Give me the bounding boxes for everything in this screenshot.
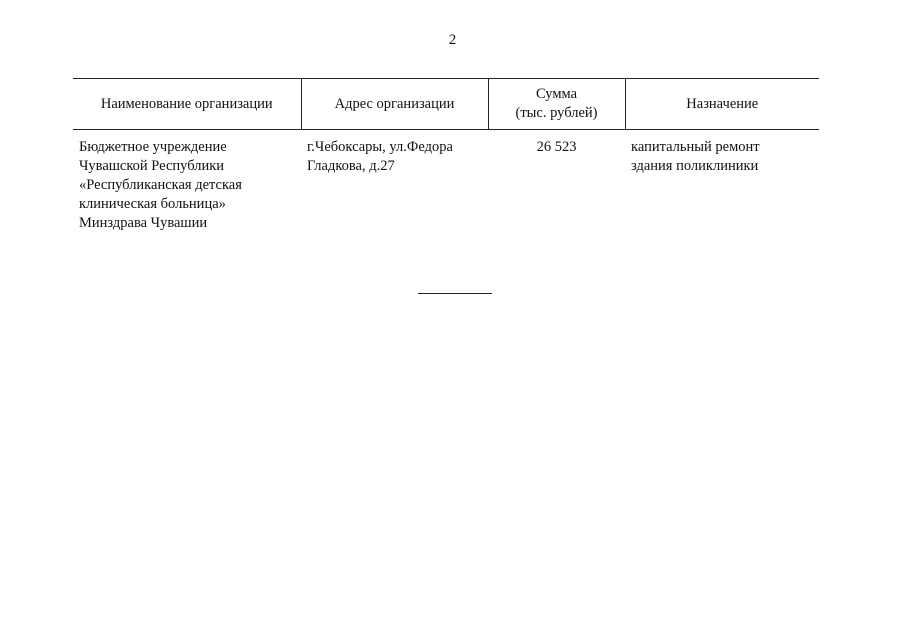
cell-address: г.Чебоксары, ул.Федора Гладкова, д.27 [307, 139, 453, 174]
header-address: Адрес организации [301, 79, 488, 130]
cell-amount: 26 523 [536, 139, 577, 155]
end-separator-line [418, 293, 492, 294]
header-organization: Наименование организации [100, 95, 273, 112]
header-purpose: Назначение [625, 79, 819, 130]
table-row [73, 130, 819, 234]
cell-purpose: капитальный ремонт здания поликлиники [631, 139, 760, 174]
table-header-row [73, 79, 819, 130]
page-number: 2 [448, 32, 457, 48]
allocation-table [73, 78, 819, 233]
header-amount: Сумма (тыс. рублей) [488, 79, 625, 130]
cell-organization: Бюджетное учреждение Чувашской Республики «Республиканская детская клиническая больница» Минздрава Чувашии [79, 139, 242, 231]
